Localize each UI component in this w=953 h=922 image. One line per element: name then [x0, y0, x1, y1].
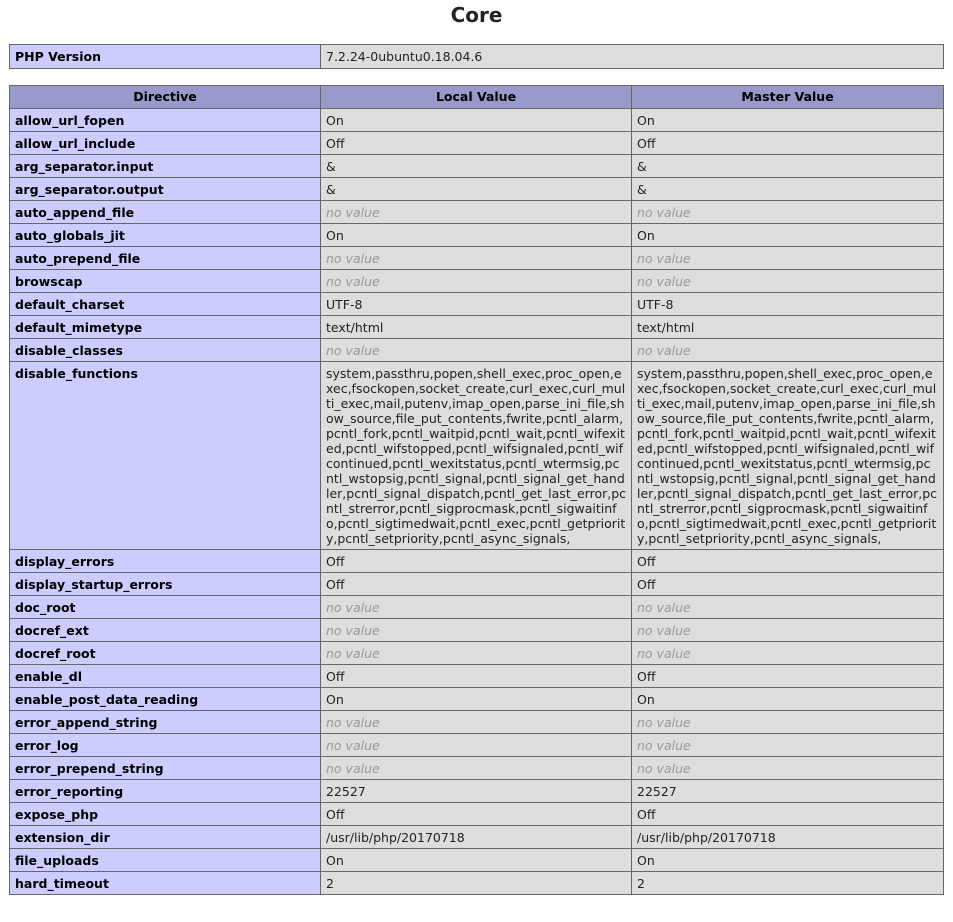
no-value-text: no value — [637, 623, 691, 638]
table-row — [10, 339, 944, 362]
master-value: 22527 — [632, 780, 944, 803]
local-value: Off — [321, 132, 632, 155]
directive-name: file_uploads — [10, 849, 321, 872]
table-row — [10, 316, 944, 339]
page-title: Core — [450, 3, 503, 27]
no-value-text: no value — [637, 761, 691, 776]
directive-name: disable_classes — [10, 339, 321, 362]
directive-name: display_errors — [10, 550, 321, 573]
php-version-value: 7.2.24-0ubuntu0.18.04.6 — [321, 45, 944, 69]
master-value: On — [632, 849, 944, 872]
no-value-text: no value — [326, 738, 380, 753]
local-value — [321, 596, 632, 619]
directive-name: docref_root — [10, 642, 321, 665]
table-row — [10, 803, 944, 826]
table-row — [10, 872, 944, 895]
table-row — [10, 155, 944, 178]
local-value: Off — [321, 803, 632, 826]
no-value-text: no value — [326, 623, 380, 638]
no-value-text: no value — [637, 205, 691, 220]
local-value — [321, 711, 632, 734]
table-row — [10, 247, 944, 270]
local-value: UTF-8 — [321, 293, 632, 316]
directive-name: error_reporting — [10, 780, 321, 803]
table-row — [10, 293, 944, 316]
table-row — [10, 550, 944, 573]
table-row — [10, 849, 944, 872]
no-value-text: no value — [637, 600, 691, 615]
local-value: On — [321, 109, 632, 132]
local-value: /usr/lib/php/20170718 — [321, 826, 632, 849]
local-value — [321, 734, 632, 757]
directive-name: auto_globals_jit — [10, 224, 321, 247]
local-value — [321, 339, 632, 362]
directive-name: allow_url_include — [10, 132, 321, 155]
master-value: On — [632, 109, 944, 132]
table-row — [10, 642, 944, 665]
local-value: Off — [321, 550, 632, 573]
php-version-table — [9, 44, 944, 69]
master-value: text/html — [632, 316, 944, 339]
master-value — [632, 270, 944, 293]
directive-name: default_mimetype — [10, 316, 321, 339]
master-value: & — [632, 155, 944, 178]
no-value-text: no value — [637, 274, 691, 289]
directive-name: allow_url_fopen — [10, 109, 321, 132]
master-value: system,passthru,popen,shell_exec,proc_open,exec,fsockopen,socket_create,curl_exec,curl_multi_exec,mail,putenv,imap_open,parse_ini_file,show_source,file_put_contents,fwrite,pcntl_alarm,pcntl_fork,pcntl_waitpid,pcntl_wait,pcntl_wifexited,pcntl_wifstopped,pcntl_wifsignaled,pcntl_wifcontinued,pcntl_wexitstatus,pcntl_wtermsig,pcntl_wstopsig,pcntl_signal,pcntl_signal_get_handler,pcntl_signal_dispatch,pcntl_get_last_error,pcntl_strerror,pcntl_sigprocmask,pcntl_sigwaitinfo,pcntl_sigtimedwait,pcntl_exec,pcntl_getpriority,pcntl_setpriority,pcntl_async_signals, — [632, 362, 944, 550]
directive-name: extension_dir — [10, 826, 321, 849]
table-body — [10, 109, 944, 895]
no-value-text: no value — [326, 343, 380, 358]
no-value-text: no value — [637, 738, 691, 753]
master-value: 2 — [632, 872, 944, 895]
master-value: On — [632, 224, 944, 247]
table-row — [10, 734, 944, 757]
local-value — [321, 270, 632, 293]
master-value: Off — [632, 550, 944, 573]
directive-name: enable_dl — [10, 665, 321, 688]
local-value: 2 — [321, 872, 632, 895]
table-row — [10, 826, 944, 849]
no-value-text: no value — [326, 761, 380, 776]
table-row — [10, 270, 944, 293]
no-value-text: no value — [326, 646, 380, 661]
local-value: Off — [321, 665, 632, 688]
table-row — [10, 362, 944, 550]
local-value — [321, 642, 632, 665]
directive-name: docref_ext — [10, 619, 321, 642]
no-value-text: no value — [637, 343, 691, 358]
master-value — [632, 339, 944, 362]
php-version-row — [10, 45, 944, 69]
table-row — [10, 688, 944, 711]
table-row — [10, 711, 944, 734]
no-value-text: no value — [326, 251, 380, 266]
master-value — [632, 201, 944, 224]
no-value-text: no value — [326, 274, 380, 289]
directive-name: error_prepend_string — [10, 757, 321, 780]
local-value: & — [321, 178, 632, 201]
master-value: Off — [632, 132, 944, 155]
local-value: On — [321, 224, 632, 247]
local-value — [321, 247, 632, 270]
table-row — [10, 780, 944, 803]
directive-name: disable_functions — [10, 362, 321, 550]
directive-name: error_append_string — [10, 711, 321, 734]
no-value-text: no value — [326, 205, 380, 220]
table-row — [10, 757, 944, 780]
header-master-value: Master Value — [632, 86, 944, 109]
master-value — [632, 247, 944, 270]
master-value — [632, 757, 944, 780]
local-value: & — [321, 155, 632, 178]
no-value-text: no value — [637, 646, 691, 661]
no-value-text: no value — [326, 715, 380, 730]
master-value — [632, 711, 944, 734]
directive-name: doc_root — [10, 596, 321, 619]
directive-name: display_startup_errors — [10, 573, 321, 596]
master-value — [632, 734, 944, 757]
directive-name: expose_php — [10, 803, 321, 826]
directive-name: arg_separator.output — [10, 178, 321, 201]
no-value-text: no value — [637, 251, 691, 266]
php-version-label: PHP Version — [10, 45, 321, 69]
master-value: Off — [632, 803, 944, 826]
table-row — [10, 596, 944, 619]
master-value — [632, 642, 944, 665]
directive-name: error_log — [10, 734, 321, 757]
master-value: Off — [632, 665, 944, 688]
local-value: 22527 — [321, 780, 632, 803]
directive-name: arg_separator.input — [10, 155, 321, 178]
directive-name: default_charset — [10, 293, 321, 316]
header-local-value: Local Value — [321, 86, 632, 109]
local-value: Off — [321, 573, 632, 596]
local-value — [321, 757, 632, 780]
master-value: /usr/lib/php/20170718 — [632, 826, 944, 849]
table-row — [10, 201, 944, 224]
local-value: text/html — [321, 316, 632, 339]
table-row — [10, 665, 944, 688]
directive-name: browscap — [10, 270, 321, 293]
master-value — [632, 619, 944, 642]
master-value: Off — [632, 573, 944, 596]
local-value: On — [321, 688, 632, 711]
master-value: & — [632, 178, 944, 201]
local-value: On — [321, 849, 632, 872]
table-row — [10, 619, 944, 642]
table-row — [10, 178, 944, 201]
table-row — [10, 132, 944, 155]
directive-name: auto_prepend_file — [10, 247, 321, 270]
table-header-row — [10, 86, 944, 109]
table-row — [10, 109, 944, 132]
master-value: UTF-8 — [632, 293, 944, 316]
core-directives-table — [9, 85, 944, 895]
table-row — [10, 573, 944, 596]
master-value: On — [632, 688, 944, 711]
local-value: system,passthru,popen,shell_exec,proc_open,exec,fsockopen,socket_create,curl_exec,curl_multi_exec,mail,putenv,imap_open,parse_ini_file,show_source,file_put_contents,fwrite,pcntl_alarm,pcntl_fork,pcntl_waitpid,pcntl_wait,pcntl_wifexited,pcntl_wifstopped,pcntl_wifsignaled,pcntl_wifcontinued,pcntl_wexitstatus,pcntl_wtermsig,pcntl_wstopsig,pcntl_signal,pcntl_signal_get_handler,pcntl_signal_dispatch,pcntl_get_last_error,pcntl_strerror,pcntl_sigprocmask,pcntl_sigwaitinfo,pcntl_sigtimedwait,pcntl_exec,pcntl_getpriority,pcntl_setpriority,pcntl_async_signals, — [321, 362, 632, 550]
master-value — [632, 596, 944, 619]
directive-name: enable_post_data_reading — [10, 688, 321, 711]
local-value — [321, 619, 632, 642]
header-directive: Directive — [10, 86, 321, 109]
directive-name: auto_append_file — [10, 201, 321, 224]
table-row — [10, 224, 944, 247]
no-value-text: no value — [326, 600, 380, 615]
no-value-text: no value — [637, 715, 691, 730]
local-value — [321, 201, 632, 224]
directive-name: hard_timeout — [10, 872, 321, 895]
